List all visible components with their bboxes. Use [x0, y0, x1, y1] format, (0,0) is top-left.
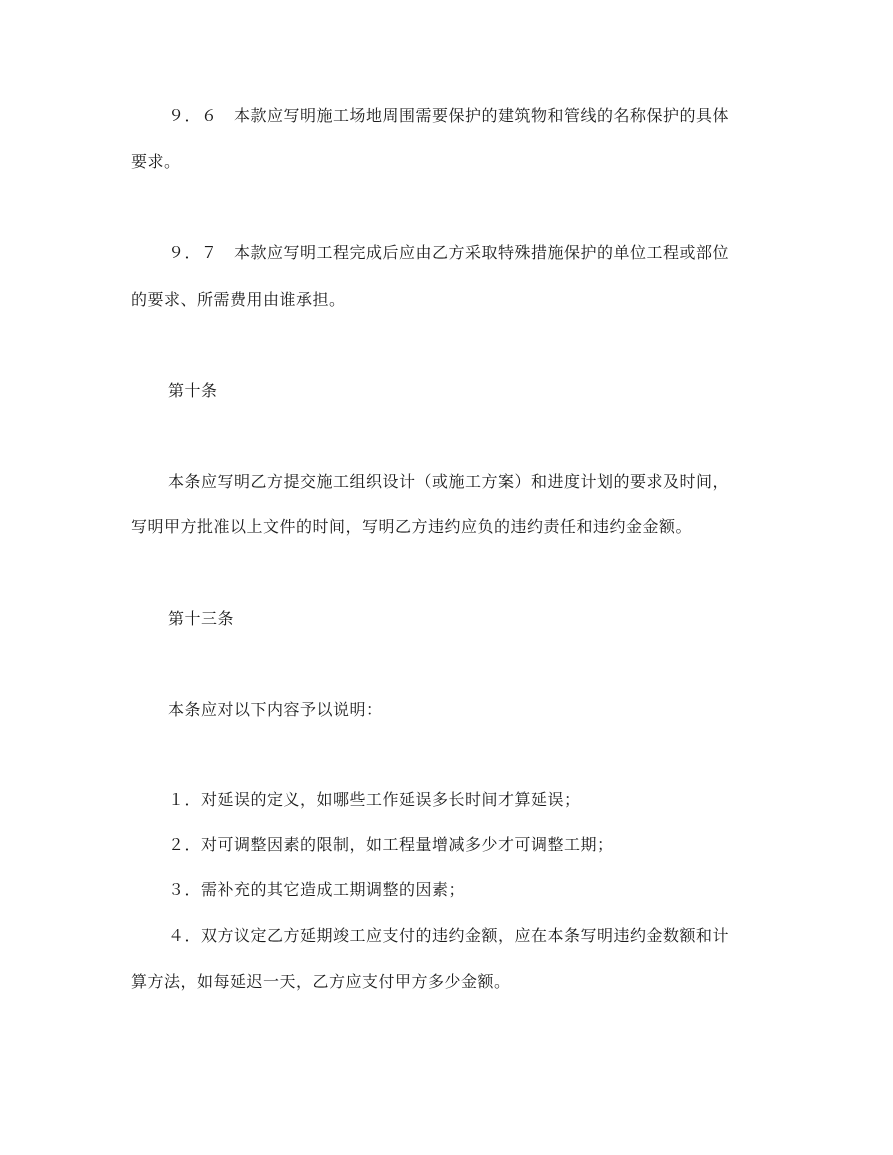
clause-9-6-line2: 要求。	[131, 152, 181, 171]
clause-9-7-line2: 的要求、所需费用由谁承担。	[131, 290, 346, 309]
article-13-heading: 第十三条	[168, 609, 235, 628]
clause-9-6-line1: ９．６ 本款应写明施工场地周围需要保护的建筑物和管线的名称保护的具体	[168, 106, 730, 125]
article-13-item-3: ３．需补充的其它造成工期调整的因素；	[168, 880, 466, 899]
article-13-item-2: ２．对可调整因素的限制，如工程量增减多少才可调整工期；	[168, 835, 614, 854]
article-10-line1: 本条应写明乙方提交施工组织设计（或施工方案）和进度计划的要求及时间，	[168, 472, 730, 491]
article-13-item-4-line2: 算方法，如每延迟一天，乙方应支付甲方多少金额。	[131, 972, 511, 991]
article-10-line2: 写明甲方批准以上文件的时间，写明乙方违约应负的违约责任和违约金金额。	[131, 517, 693, 536]
article-10-heading: 第十条	[168, 381, 218, 400]
article-13-intro: 本条应对以下内容予以说明：	[168, 700, 383, 719]
clause-9-7-line1: ９．７ 本款应写明工程完成后应由乙方采取特殊措施保护的单位工程或部位	[168, 243, 730, 262]
article-13-item-1: １．对延误的定义，如哪些工作延误多长时间才算延误；	[168, 790, 581, 809]
article-13-item-4-line1: ４．双方议定乙方延期竣工应支付的违约金额，应在本条写明违约金数额和计	[168, 926, 730, 945]
